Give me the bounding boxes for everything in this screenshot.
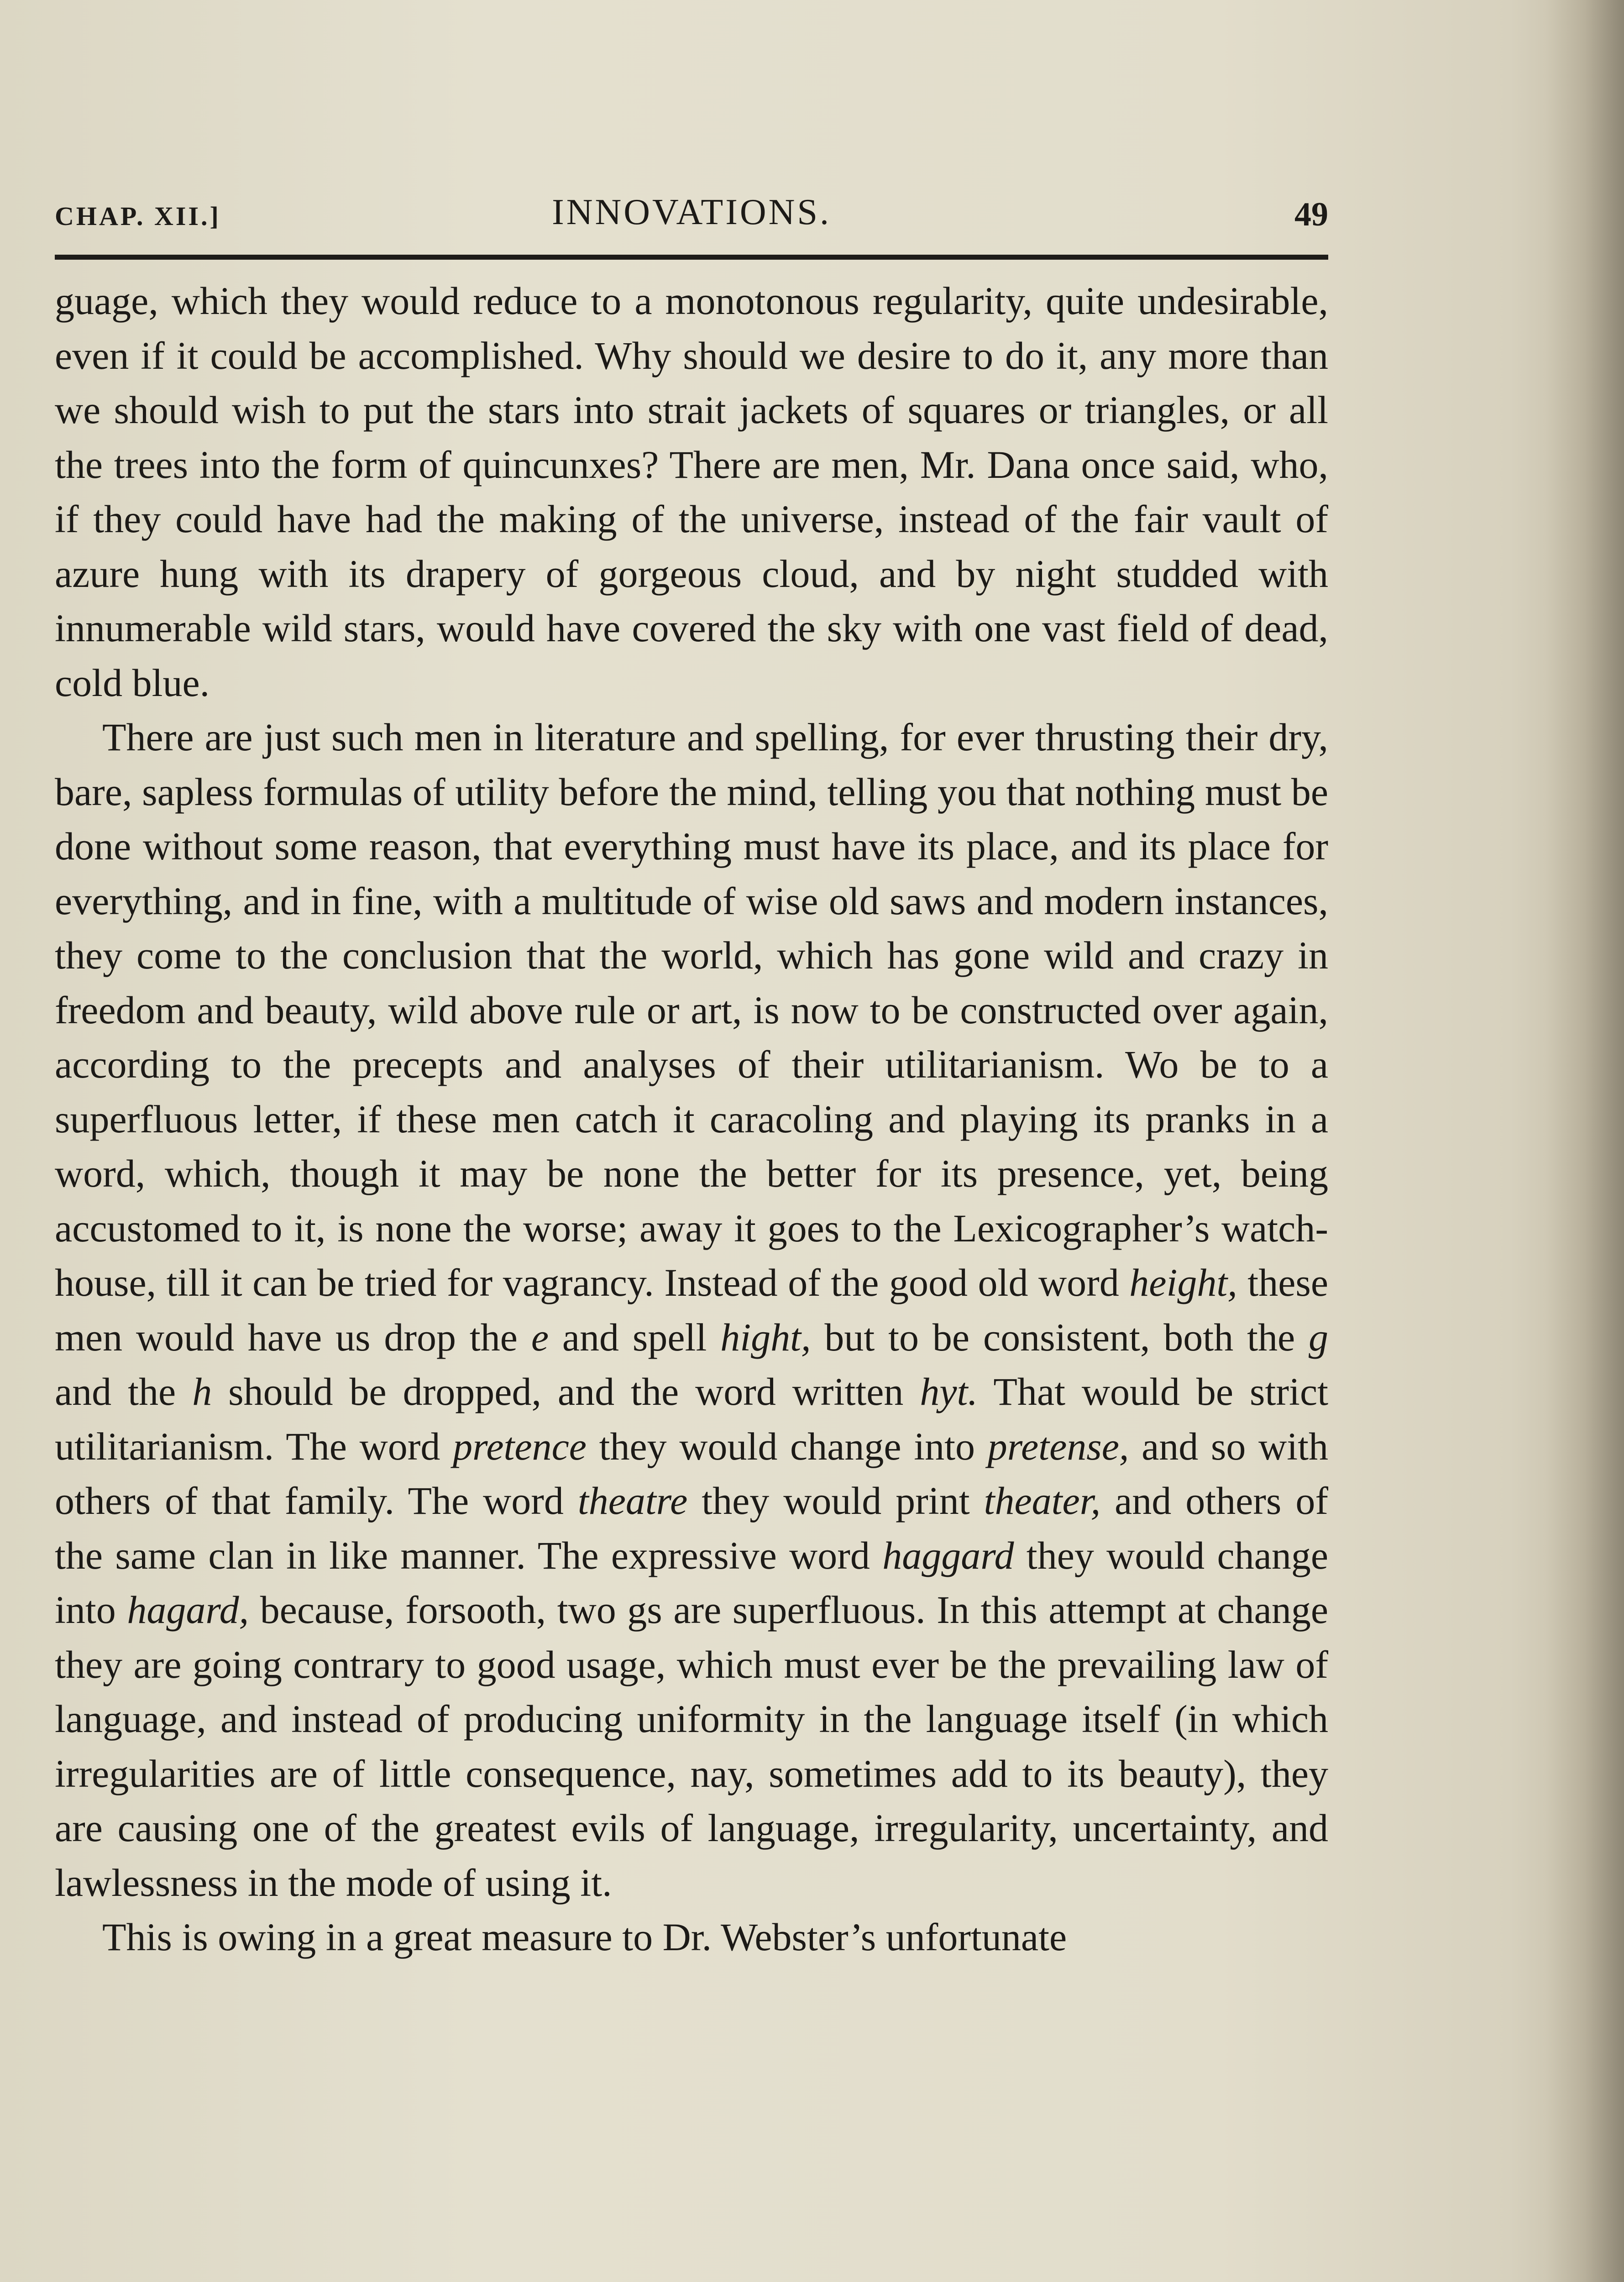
running-title: INNOVATIONS. — [552, 192, 831, 232]
header-rule — [55, 255, 1328, 260]
text-run: they would print — [687, 1479, 984, 1523]
text-run: but to be consistent, both the — [811, 1315, 1309, 1359]
text-run: That would be strict utilitarianism. The word — [55, 1370, 1329, 1468]
text-run: and so with others of that family. The word — [55, 1424, 1328, 1523]
italic-word: theater, — [984, 1479, 1101, 1523]
text-run: and others of the same clan in like manner. The expressive word — [55, 1479, 1328, 1577]
running-head — [55, 192, 1328, 242]
italic-word: hight, — [720, 1315, 811, 1359]
paragraph — [55, 1910, 1328, 1965]
text-run: these men would have us drop the — [55, 1261, 1328, 1359]
text-run: This is owing in a great measure to Dr. Webster’s unfortunate — [102, 1915, 1067, 1959]
italic-word: pretence — [453, 1424, 587, 1468]
italic-word: height, — [1129, 1261, 1237, 1304]
italic-word: hyt. — [920, 1370, 978, 1413]
text-run: and spell — [549, 1315, 721, 1359]
italic-word: pretense, — [987, 1424, 1129, 1468]
page-number: 49 — [1294, 196, 1328, 233]
text-run: There are just such men in literature and spelling, for ever thrusting their dry, bare, sapless formulas of utility before the mind, telling you that nothing must be done without some reason, that everything must have its place, and its place for everything, and in fine, with a multitude of wise old saws and modern instances, they come to the conclusion that the world, which has gone wild and crazy in freedom and beauty, wild above rule or art, is now to be constructed over again, according to the precepts and analyses of their utilitarianism. Wo be to a superfluous letter, if these men catch it caracoling and playing its pranks in a word, which, though it may be none the better for its presence, yet, being accustomed to it, is none the worse; away it goes to the Lexicographer’s watch-house, till it can be tried for vagrancy. Instead of the good old word — [55, 715, 1328, 1304]
italic-word: theatre — [577, 1479, 688, 1523]
body-text — [55, 274, 1328, 1965]
italic-word: e — [531, 1315, 549, 1359]
paragraph — [55, 274, 1328, 710]
text-run: they would change into — [586, 1424, 988, 1468]
paragraph — [55, 710, 1328, 1910]
italic-word: g — [1309, 1315, 1329, 1359]
chapter-reference: CHAP. XII.] — [55, 201, 221, 231]
text-run: they would change into — [55, 1533, 1329, 1632]
text-run: guage, which they would reduce to a monotonous regularity, quite undesirable, even if it could be accomplished. Why should we desire to do it, any more than we should wish to put the stars into strait jackets of squares or triangles, or all the trees into the form of quincunxes? There are men, Mr. Dana once said, who, if they could have had the making of the universe, instead of the fair vault of azure hung with its drapery of gorgeous cloud, and by night studded with innumerable wild stars, would have covered the sky with one vast field of dead, cold blue. — [55, 279, 1328, 705]
text-run: and the — [55, 1370, 193, 1413]
italic-word: hagard, — [127, 1588, 249, 1632]
italic-word: haggard — [882, 1533, 1014, 1577]
italic-word: h — [192, 1370, 212, 1413]
text-run: should be dropped, and the word written — [212, 1370, 920, 1413]
text-run: because, forsooth, two gs are superfluous. In this attempt at change they are going contrary to good usage, which must ever be the prevailing law of language, and instead of producing uniformity in the language itself (in which irregularities are of little consequence, nay, sometimes add to its beauty), they are causing one of the greatest evils of language, irregularity, uncertainty, and lawlessness in the mode of using it. — [55, 1588, 1328, 1905]
page-edge-shadow — [1546, 0, 1624, 2282]
